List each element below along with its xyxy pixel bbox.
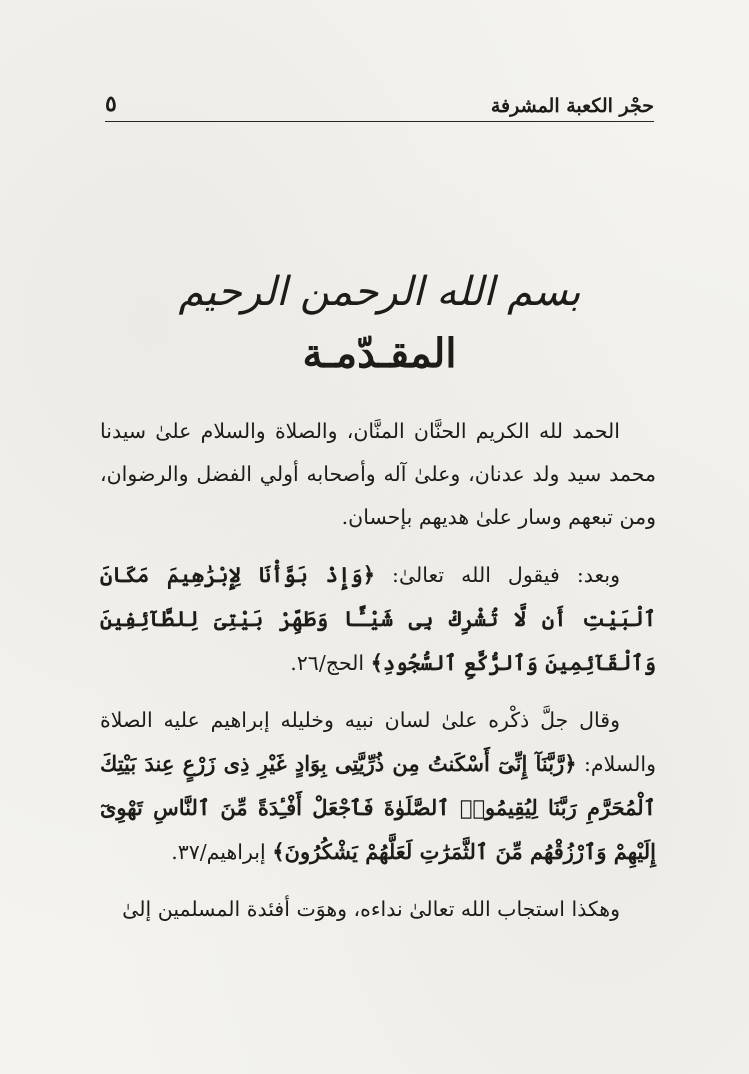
running-title: حجْر الكعبة المشرفة [490, 95, 654, 117]
chapter-title: المقـدّمـة [302, 330, 457, 377]
paragraph-continuation: وهكذا استجاب الله تعالىٰ نداءه، وهوَت أفئدة المسلمين إلىٰ [122, 897, 620, 921]
page-number: ٥ [105, 91, 117, 117]
verse-reference: الحج/٢٦. [290, 651, 365, 675]
verse-lead: وبعد: فيقول الله تعالىٰ: [392, 563, 620, 587]
page-header [105, 88, 654, 122]
verse-reference: إبراهيم/٣٧. [171, 840, 266, 864]
paragraph-verse-hajj [100, 553, 656, 685]
quran-verse: ﴿وَإِذْ بَوَّأْنَا لِإِبْرَٰهِيمَ مَكَانَ ٱلْبَيْتِ أَن لَّا تُشْرِكْ بِى شَيْـًٔا وَطَهِّرْ بَيْتِىَ لِلطَّآئِفِينَ وَٱلْقَآئِمِينَ وَٱلرُّكَّعِ ٱلسُّجُودِ﴾ [100, 562, 656, 675]
quran-verse: ﴿رَّبَّنَآ إِنِّىٓ أَسْكَنتُ مِن ذُرِّيَّتِى بِوَادٍ غَيْرِ ذِى زَرْعٍ عِندَ بَيْتِكَ ٱلْمُحَرَّمِ رَبَّنَا لِيُقِيمُوا۟ ٱلصَّلَوٰةَ فَٱجْعَلْ أَفْـِٔدَةً مِّنَ ٱلنَّاسِ تَهْوِىٓ إِلَيْهِمْ وَٱرْزُقْهُم مِّنَ ٱلثَّمَرَٰتِ لَعَلَّهُمْ يَشْكُرُونَ﴾ [100, 751, 656, 864]
paragraph-intro: الحمد لله الكريم الحنَّان المنَّان، والصلاة والسلام علىٰ سيدنا محمد سيد ولد عدنان، وعلىٰ آله وأصحابه أولي الفضل والرضوان، ومن تبعهم وسار علىٰ هديهم بإحسان. [100, 419, 656, 529]
verse-lead: وقال جلَّ ذكْره علىٰ لسان نبيه وخليله إبراهيم عليه الصلاة والسلام: [100, 708, 656, 776]
paragraph-verse-ibrahim [100, 699, 656, 874]
body-text [100, 410, 656, 945]
basmala: بسم الله الرحمن الرحيم [178, 269, 581, 315]
